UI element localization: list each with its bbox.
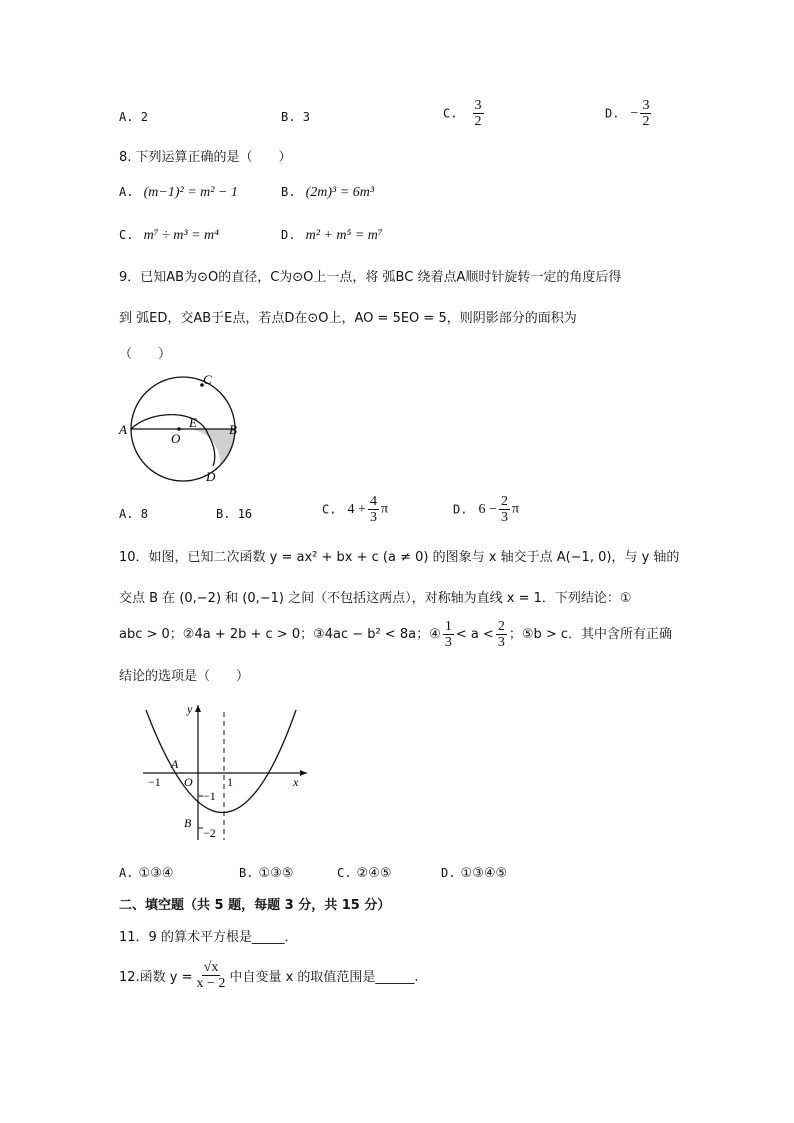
x-axis-arrow <box>300 770 307 776</box>
section-title-fill-in: 二、填空题（共 5 题，每题 3 分，共 15 分） <box>119 898 391 913</box>
q9-option-a: A. 8 <box>119 507 148 521</box>
q7-option-b: B. 3 <box>281 110 310 124</box>
q9-stem-line3: （ ） <box>119 347 172 362</box>
q9-stem-line1: 9．已知AB为⊙O的直径，C为⊙O上一点，将 弧BC 绕着点A顺时针旋转一定的角度后得 <box>119 270 622 285</box>
label-a: A <box>119 422 127 437</box>
label-o: O <box>171 431 181 446</box>
y-axis-arrow <box>195 705 201 712</box>
q7-option-d: D. − $\frac{3}{2}$ <box>605 98 650 129</box>
q8-option-d: D. m² + m⁵ = m⁷ <box>281 228 383 243</box>
label-a: A <box>171 757 179 771</box>
label-neg1-y: −1 <box>203 789 216 803</box>
q9-stem-line2: 到 弧ED，交AB于E点，若点D在⊙O上，AO = 5EO = 5，则阴影部分的面积为 <box>119 311 577 326</box>
label-neg1-x: −1 <box>148 775 161 789</box>
label-x: x <box>293 775 299 789</box>
label-e: E <box>189 415 197 430</box>
shaded-region <box>183 429 235 466</box>
q10-option-a: A. ①③④ <box>119 866 174 881</box>
q10-option-b: B. ①③⑤ <box>239 866 294 881</box>
q10-option-c: C. ②④⑤ <box>337 866 392 881</box>
q9-option-c: C. 4 + $\frac{4}{3}$ π <box>322 494 389 525</box>
q9-circle-figure <box>110 370 250 485</box>
q7-option-c: C. $\frac{3}{2}$ <box>443 98 482 129</box>
q11-stem: 11．9 的算术平方根是_____． <box>119 930 298 945</box>
q10-stem-line3: abc > 0；②4a + 2b + c > 0；③4ac − b² < 8a；④ $\frac{1}{3}$ < a < $\frac{2}{3}$ ；⑤b > c．其中含所有正确 <box>119 619 673 650</box>
label-d: D <box>206 469 216 484</box>
label-y: y <box>187 702 193 716</box>
label-1: 1 <box>227 775 233 789</box>
parabola <box>146 710 296 813</box>
q12-stem: 12.函数 y = $\frac{√x}{x - 2}$ 中自变量 x 的取值范围是______. <box>119 960 419 991</box>
q9-option-b: B. 16 <box>216 507 253 521</box>
q8-option-a: A. (m−1)² = m² − 1 <box>119 185 238 200</box>
q10-stem-line4: 结论的选项是（ ） <box>119 669 250 684</box>
q10-option-d: D. ①③④⑤ <box>441 866 508 881</box>
q8-option-b: B. (2m)³ = 6m³ <box>281 185 375 200</box>
q9-option-d: D. 6 − $\frac{2}{3}$ π <box>453 494 520 525</box>
q7-option-a: A. 2 <box>119 110 148 124</box>
q8-stem: 8. 下列运算正确的是（ ） <box>119 150 292 165</box>
q10-stem-line1: 10．如图，已知二次函数 y = ax² + bx + c (a ≠ 0) 的图象与 x 轴交于点 A(−1, 0)，与 y 轴的 <box>119 550 680 565</box>
q10-parabola-figure <box>135 700 315 850</box>
label-neg2-y: −2 <box>203 826 216 840</box>
label-c: C <box>203 372 212 387</box>
q8-option-c: C. m⁷ ÷ m³ = m⁴ <box>119 228 220 243</box>
q10-stem-line2: 交点 B 在 (0,−2) 和 (0,−1) 之间（不包括这两点），对称轴为直线 x = 1．下列结论：① <box>119 591 632 606</box>
label-b: B <box>184 816 192 830</box>
label-b: B <box>229 422 237 437</box>
label-o: O <box>184 775 193 789</box>
